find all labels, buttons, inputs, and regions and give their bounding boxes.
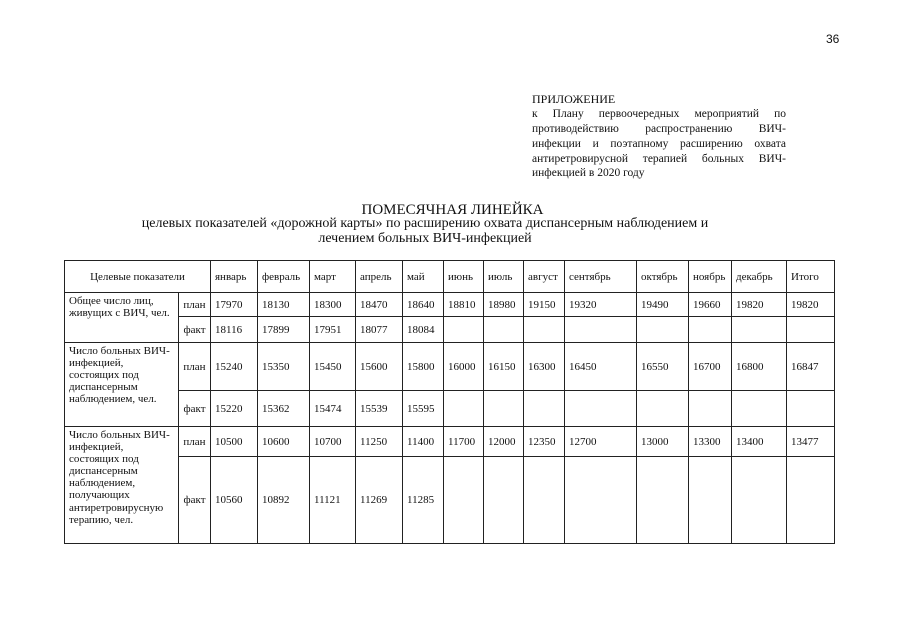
header-indicators: Целевые показатели xyxy=(65,261,211,293)
header-month: апрель xyxy=(356,261,403,293)
fact-value-cell: 17899 xyxy=(258,317,310,343)
plan-value-cell: 15350 xyxy=(258,343,310,391)
plan-value-cell: 18810 xyxy=(444,293,484,317)
fact-value-cell xyxy=(689,457,732,544)
plan-label: план xyxy=(179,427,211,457)
plan-value-cell: 11400 xyxy=(403,427,444,457)
fact-value-cell: 10892 xyxy=(258,457,310,544)
fact-value-cell xyxy=(524,457,565,544)
table-row xyxy=(65,293,835,317)
table-body xyxy=(65,293,835,544)
plan-value-cell: 19150 xyxy=(524,293,565,317)
plan-label: план xyxy=(179,293,211,317)
plan-value-cell: 16450 xyxy=(565,343,637,391)
plan-value-cell: 19320 xyxy=(565,293,637,317)
plan-value-cell: 18470 xyxy=(356,293,403,317)
plan-value-cell: 12000 xyxy=(484,427,524,457)
plan-value-cell: 17970 xyxy=(211,293,258,317)
header-month: июнь xyxy=(444,261,484,293)
plan-value-cell: 18640 xyxy=(403,293,444,317)
plan-value-cell: 11250 xyxy=(356,427,403,457)
plan-value-cell: 11700 xyxy=(444,427,484,457)
fact-value-cell xyxy=(484,317,524,343)
fact-value-cell: 15595 xyxy=(403,391,444,427)
fact-value-cell xyxy=(444,317,484,343)
fact-value-cell xyxy=(524,317,565,343)
fact-value-cell: 15474 xyxy=(310,391,356,427)
indicators-table xyxy=(64,260,835,544)
header-month: июль xyxy=(484,261,524,293)
fact-value-cell: 18077 xyxy=(356,317,403,343)
plan-value-cell: 13400 xyxy=(732,427,787,457)
fact-value-cell: 15539 xyxy=(356,391,403,427)
document-subtitle: целевых показателей «дорожной карты» по расширению охвата диспансерным наблюдением и лечением больных ВИЧ-инфекцией xyxy=(141,216,709,246)
plan-value-cell: 18980 xyxy=(484,293,524,317)
fact-value-cell xyxy=(732,391,787,427)
table-row xyxy=(65,457,835,544)
fact-value-cell: 11285 xyxy=(403,457,444,544)
plan-value-cell: 16300 xyxy=(524,343,565,391)
fact-value-cell: 17951 xyxy=(310,317,356,343)
table-row xyxy=(65,343,835,391)
fact-value-cell: 10560 xyxy=(211,457,258,544)
fact-value-cell xyxy=(565,317,637,343)
fact-label: факт xyxy=(179,457,211,544)
fact-value-cell xyxy=(689,391,732,427)
header-total: Итого xyxy=(787,261,835,293)
plan-value-cell: 15240 xyxy=(211,343,258,391)
fact-value-cell xyxy=(524,391,565,427)
fact-value-cell xyxy=(444,457,484,544)
plan-value-cell: 12350 xyxy=(524,427,565,457)
fact-value-cell xyxy=(565,457,637,544)
plan-value-cell: 13300 xyxy=(689,427,732,457)
plan-value-cell: 15450 xyxy=(310,343,356,391)
fact-value-cell xyxy=(637,457,689,544)
plan-label: план xyxy=(179,343,211,391)
appendix-block xyxy=(532,92,786,181)
plan-value-cell: 10600 xyxy=(258,427,310,457)
header-month: август xyxy=(524,261,565,293)
indicator-label: Число больных ВИЧ-инфекцией, состоящих под диспансерным наблюдением, получающих антиретровирусную терапию, чел. xyxy=(65,427,179,544)
plan-value-cell: 10700 xyxy=(310,427,356,457)
plan-value-cell: 19660 xyxy=(689,293,732,317)
fact-value-cell xyxy=(787,317,835,343)
fact-value-cell: 18116 xyxy=(211,317,258,343)
fact-value-cell xyxy=(484,391,524,427)
plan-value-cell: 16847 xyxy=(787,343,835,391)
plan-value-cell: 13000 xyxy=(637,427,689,457)
plan-value-cell: 16700 xyxy=(689,343,732,391)
plan-value-cell: 16800 xyxy=(732,343,787,391)
table-header-row xyxy=(65,261,835,293)
plan-value-cell: 15600 xyxy=(356,343,403,391)
page-number: 36 xyxy=(826,32,840,46)
appendix-text: к Плану первоочередных мероприятий по противодействию распространению ВИЧ-инфекции и поэтапному расширению охвата антиретровирусной терапией больных ВИЧ-инфекцией в 2020 году xyxy=(532,108,786,180)
plan-value-cell: 18300 xyxy=(310,293,356,317)
fact-label: факт xyxy=(179,317,211,343)
fact-value-cell: 11121 xyxy=(310,457,356,544)
header-month: сентябрь xyxy=(565,261,637,293)
fact-value-cell: 15220 xyxy=(211,391,258,427)
fact-value-cell xyxy=(732,457,787,544)
fact-value-cell xyxy=(484,457,524,544)
fact-value-cell xyxy=(444,391,484,427)
table-row xyxy=(65,317,835,343)
table-row xyxy=(65,391,835,427)
fact-value-cell xyxy=(637,317,689,343)
fact-value-cell xyxy=(689,317,732,343)
plan-value-cell: 15800 xyxy=(403,343,444,391)
plan-value-cell: 19820 xyxy=(787,293,835,317)
fact-value-cell xyxy=(787,391,835,427)
fact-value-cell: 18084 xyxy=(403,317,444,343)
fact-value-cell xyxy=(637,391,689,427)
fact-value-cell xyxy=(787,457,835,544)
plan-value-cell: 19820 xyxy=(732,293,787,317)
fact-value-cell xyxy=(732,317,787,343)
plan-value-cell: 16000 xyxy=(444,343,484,391)
table-row xyxy=(65,427,835,457)
header-month: декабрь xyxy=(732,261,787,293)
header-month: октябрь xyxy=(637,261,689,293)
fact-value-cell: 11269 xyxy=(356,457,403,544)
plan-value-cell: 16150 xyxy=(484,343,524,391)
fact-label: факт xyxy=(179,391,211,427)
indicator-label: Общее число лиц, живущих с ВИЧ, чел. xyxy=(65,293,179,343)
plan-value-cell: 10500 xyxy=(211,427,258,457)
header-month: февраль xyxy=(258,261,310,293)
plan-value-cell: 13477 xyxy=(787,427,835,457)
document-title: ПОМЕСЯЧНАЯ ЛИНЕЙКА xyxy=(361,202,544,218)
plan-value-cell: 19490 xyxy=(637,293,689,317)
header-month: май xyxy=(403,261,444,293)
plan-value-cell: 18130 xyxy=(258,293,310,317)
fact-value-cell: 15362 xyxy=(258,391,310,427)
header-month: ноябрь xyxy=(689,261,732,293)
header-month: январь xyxy=(211,261,258,293)
indicator-label: Число больных ВИЧ-инфекцией, состоящих под диспансерным наблюдением, чел. xyxy=(65,343,179,427)
fact-value-cell xyxy=(565,391,637,427)
header-month: март xyxy=(310,261,356,293)
plan-value-cell: 12700 xyxy=(565,427,637,457)
plan-value-cell: 16550 xyxy=(637,343,689,391)
appendix-heading: ПРИЛОЖЕНИЕ xyxy=(532,92,616,106)
